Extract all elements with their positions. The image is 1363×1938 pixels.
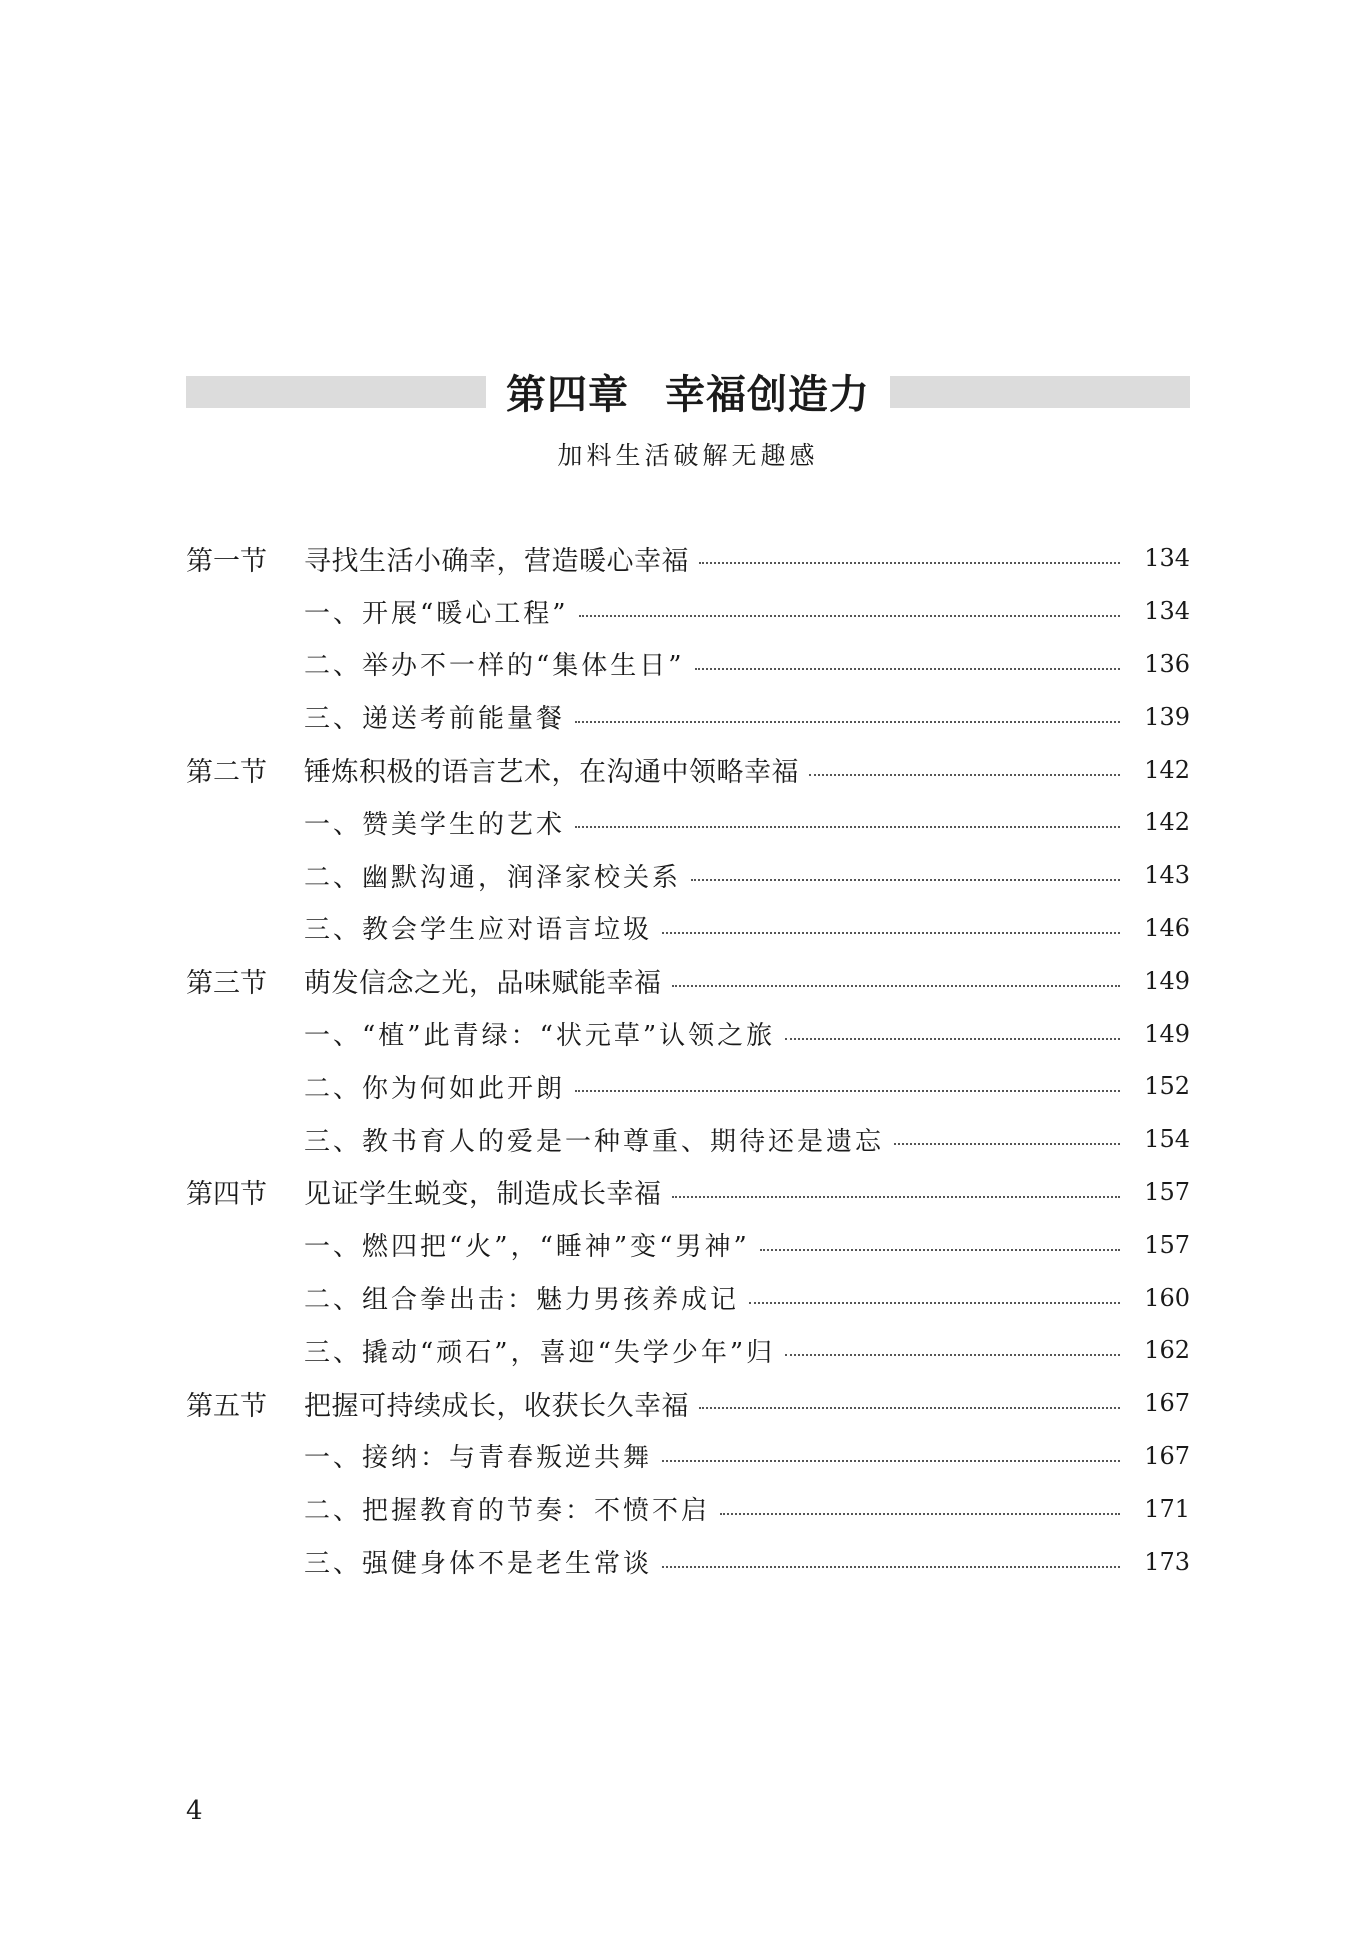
toc-section[interactable] bbox=[186, 743, 1190, 796]
item-title: 二、把握教育的节奏：不愤不启 bbox=[304, 1496, 711, 1527]
dot-leader bbox=[785, 1038, 1120, 1040]
page-number: 157 bbox=[1144, 1177, 1190, 1206]
dot-leader bbox=[575, 826, 1120, 828]
page-number: 134 bbox=[1144, 597, 1190, 626]
page-number: 146 bbox=[1144, 913, 1190, 942]
item-title: 一、接纳：与青春叛逆共舞 bbox=[304, 1443, 653, 1474]
section-number: 第二节 bbox=[186, 757, 267, 789]
page-number: 142 bbox=[1144, 808, 1190, 837]
chapter-number: 第四章 bbox=[506, 371, 629, 418]
page-number: 160 bbox=[1144, 1283, 1190, 1312]
dot-leader bbox=[575, 721, 1120, 723]
item-title: 一、燃四把“火”，“睡神”变“男神” bbox=[304, 1232, 750, 1263]
dot-leader bbox=[662, 932, 1120, 934]
section-title: 锤炼积极的语言艺术，在沟通中领略幸福 bbox=[304, 757, 799, 789]
toc-item[interactable] bbox=[186, 1324, 1190, 1377]
item-title: 二、幽默沟通，润泽家校关系 bbox=[304, 862, 682, 893]
page-number: 136 bbox=[1144, 649, 1190, 678]
item-title: 二、组合拳出击：魅力男孩养成记 bbox=[304, 1285, 740, 1316]
item-title: 一、“植”此青绿：“状元草”认领之旅 bbox=[304, 1021, 776, 1052]
page-number: 171 bbox=[1144, 1494, 1190, 1523]
item-title: 三、强健身体不是老生常谈 bbox=[304, 1549, 653, 1580]
toc-item[interactable] bbox=[186, 1218, 1190, 1271]
page-number: 149 bbox=[1144, 1019, 1190, 1048]
page-number: 152 bbox=[1144, 1072, 1190, 1101]
chapter-header bbox=[186, 372, 1190, 418]
item-title: 二、举办不一样的“集体生日” bbox=[304, 651, 685, 682]
dot-leader bbox=[894, 1143, 1120, 1145]
dot-leader bbox=[691, 879, 1120, 881]
dot-leader bbox=[695, 668, 1120, 670]
page-number: 162 bbox=[1144, 1336, 1190, 1365]
dot-leader bbox=[809, 774, 1120, 776]
dot-leader bbox=[749, 1302, 1120, 1304]
page-number: 173 bbox=[1144, 1547, 1190, 1576]
toc-item[interactable] bbox=[186, 690, 1190, 743]
page-number: 167 bbox=[1144, 1441, 1190, 1470]
section-title: 萌发信念之光，品味赋能幸福 bbox=[304, 968, 662, 1000]
page-number: 167 bbox=[1144, 1389, 1190, 1418]
item-title: 三、递送考前能量餐 bbox=[304, 704, 566, 735]
toc-item[interactable] bbox=[186, 1113, 1190, 1166]
page-number: 139 bbox=[1144, 702, 1190, 731]
dot-leader bbox=[672, 985, 1121, 987]
chapter-name: 幸福创造力 bbox=[665, 371, 870, 418]
dot-leader bbox=[575, 1090, 1120, 1092]
dot-leader bbox=[672, 1196, 1121, 1198]
dot-leader bbox=[785, 1354, 1120, 1356]
header-band-right bbox=[890, 376, 1190, 408]
section-number: 第四节 bbox=[186, 1179, 267, 1211]
page-number: 143 bbox=[1144, 861, 1190, 890]
table-of-contents bbox=[186, 532, 1190, 1588]
toc-item[interactable] bbox=[186, 1482, 1190, 1535]
toc-section[interactable] bbox=[186, 1166, 1190, 1219]
dot-leader bbox=[760, 1249, 1120, 1251]
toc-item[interactable] bbox=[186, 1535, 1190, 1588]
section-number: 第三节 bbox=[186, 968, 267, 1000]
toc-section[interactable] bbox=[186, 532, 1190, 585]
toc-item[interactable] bbox=[186, 1060, 1190, 1113]
item-title: 二、你为何如此开朗 bbox=[304, 1073, 566, 1104]
section-title: 见证学生蜕变，制造成长幸福 bbox=[304, 1179, 662, 1211]
item-title: 一、开展“暖心工程” bbox=[304, 598, 569, 629]
toc-item[interactable] bbox=[186, 1430, 1190, 1483]
toc-item[interactable] bbox=[186, 638, 1190, 691]
item-title: 三、教书育人的爱是一种尊重、期待还是遗忘 bbox=[304, 1126, 885, 1157]
item-title: 三、教会学生应对语言垃圾 bbox=[304, 915, 653, 946]
page-number: 157 bbox=[1144, 1230, 1190, 1259]
toc-item[interactable] bbox=[186, 902, 1190, 955]
dot-leader bbox=[662, 1460, 1120, 1462]
toc-item[interactable] bbox=[186, 796, 1190, 849]
chapter-title bbox=[486, 372, 890, 418]
page-number: 149 bbox=[1144, 966, 1190, 995]
section-title: 把握可持续成长，收获长久幸福 bbox=[304, 1390, 689, 1422]
page-number: 142 bbox=[1144, 755, 1190, 784]
dot-leader bbox=[720, 1513, 1120, 1515]
dot-leader bbox=[579, 615, 1120, 617]
toc-item[interactable] bbox=[186, 849, 1190, 902]
toc-item[interactable] bbox=[186, 585, 1190, 638]
dot-leader bbox=[699, 1407, 1120, 1409]
toc-item[interactable] bbox=[186, 1271, 1190, 1324]
dot-leader bbox=[699, 562, 1120, 564]
page-number: 134 bbox=[1144, 544, 1190, 573]
dot-leader bbox=[662, 1566, 1120, 1568]
section-title: 寻找生活小确幸，营造暖心幸福 bbox=[304, 545, 689, 577]
toc-section[interactable] bbox=[186, 1377, 1190, 1430]
folio-page-number: 4 bbox=[186, 1796, 203, 1826]
item-title: 一、赞美学生的艺术 bbox=[304, 809, 566, 840]
section-number: 第一节 bbox=[186, 545, 267, 577]
section-number: 第五节 bbox=[186, 1390, 267, 1422]
header-band-left bbox=[186, 376, 486, 408]
toc-item[interactable] bbox=[186, 1007, 1190, 1060]
item-title: 三、撬动“顽石”，喜迎“失学少年”归 bbox=[304, 1337, 776, 1368]
toc-section[interactable] bbox=[186, 954, 1190, 1007]
chapter-subtitle: 加料生活破解无趣感 bbox=[557, 441, 819, 470]
page-number: 154 bbox=[1144, 1125, 1190, 1154]
